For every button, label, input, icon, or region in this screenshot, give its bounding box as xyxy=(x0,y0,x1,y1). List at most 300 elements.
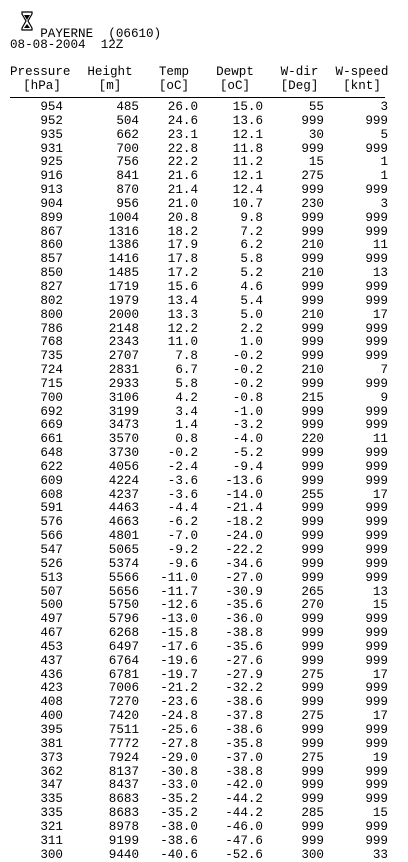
cell-pressure: 904 xyxy=(40,196,63,211)
cell-height: 2343 xyxy=(108,335,139,350)
col-wdir-name: W-dir xyxy=(280,65,319,79)
cell-pressure: 381 xyxy=(40,736,63,751)
cell-wspeed: 19 xyxy=(372,750,388,765)
cell-height: 3106 xyxy=(108,390,139,405)
cell-dewpt: -30.9 xyxy=(225,584,263,599)
cell-height: 7420 xyxy=(108,709,139,724)
cell-dewpt: -0.8 xyxy=(232,390,263,405)
table-row xyxy=(10,627,402,641)
cell-height: 8978 xyxy=(108,819,139,834)
cell-pressure: 497 xyxy=(40,612,63,627)
table-row xyxy=(10,212,402,226)
cell-temp: 17.8 xyxy=(167,252,198,267)
cell-pressure: 860 xyxy=(40,238,63,253)
cell-dewpt: -36.0 xyxy=(225,612,263,627)
cell-dewpt: -22.2 xyxy=(225,543,263,557)
cell-wspeed: 999 xyxy=(365,764,388,779)
cell-wspeed: 999 xyxy=(365,141,388,156)
table-row xyxy=(10,724,402,738)
table-row xyxy=(10,489,402,503)
cell-dewpt: -37.8 xyxy=(225,709,263,724)
cell-temp: 17.9 xyxy=(167,238,198,253)
cell-dewpt: -38.8 xyxy=(225,626,263,641)
cell-wdir: 30 xyxy=(308,127,324,142)
cell-temp: -2.4 xyxy=(167,459,198,474)
cell-wdir: 999 xyxy=(301,556,324,571)
table-row xyxy=(10,253,402,267)
table-row xyxy=(10,406,402,420)
cell-height: 2707 xyxy=(108,349,139,364)
cell-wdir: 999 xyxy=(301,626,324,641)
cell-height: 700 xyxy=(116,141,139,156)
col-wspeed-unit: [knt] xyxy=(343,79,381,93)
cell-height: 5566 xyxy=(108,570,139,585)
cell-wspeed: 15 xyxy=(372,598,388,613)
cell-temp: 17.2 xyxy=(167,266,198,281)
cell-wdir: 999 xyxy=(301,446,324,461)
cell-wdir: 999 xyxy=(301,792,324,807)
cell-height: 6497 xyxy=(108,639,139,654)
cell-dewpt: -0.2 xyxy=(232,363,263,378)
table-row xyxy=(10,156,402,170)
cell-pressure: 768 xyxy=(40,335,63,350)
cell-wdir: 275 xyxy=(301,169,324,184)
cell-pressure: 786 xyxy=(40,321,63,336)
cell-wspeed: 999 xyxy=(365,183,388,198)
cell-dewpt: 12.1 xyxy=(232,127,263,142)
col-wspeed-name: W-speed xyxy=(335,65,389,79)
cell-temp: -7.0 xyxy=(167,529,198,544)
cell-wdir: 999 xyxy=(301,639,324,654)
cell-wspeed: 999 xyxy=(365,681,388,696)
table-row xyxy=(10,558,402,572)
cell-dewpt: -14.0 xyxy=(225,487,263,502)
cell-pressure: 899 xyxy=(40,210,63,225)
cell-wdir: 999 xyxy=(301,404,324,419)
table-row xyxy=(10,226,402,240)
cell-pressure: 913 xyxy=(40,183,63,198)
table-row xyxy=(10,378,402,392)
cell-temp: -6.2 xyxy=(167,515,198,530)
cell-pressure: 857 xyxy=(40,252,63,267)
cell-wdir: 210 xyxy=(301,363,324,378)
cell-height: 1719 xyxy=(108,279,139,294)
table-row xyxy=(10,752,402,766)
cell-wdir: 265 xyxy=(301,584,324,599)
cell-pressure: 507 xyxy=(40,584,63,599)
cell-wspeed: 999 xyxy=(365,404,388,419)
table-row xyxy=(10,170,402,184)
cell-height: 4663 xyxy=(108,515,139,530)
cell-dewpt: 5.2 xyxy=(240,266,263,281)
table-row xyxy=(10,143,402,157)
cell-pressure: 735 xyxy=(40,349,63,364)
col-height-unit: [m] xyxy=(98,79,122,93)
cell-dewpt: -27.6 xyxy=(225,653,263,668)
cell-temp: 22.8 xyxy=(167,141,198,156)
cell-temp: -23.6 xyxy=(160,695,198,710)
cell-wspeed: 999 xyxy=(365,819,388,834)
cell-wspeed: 999 xyxy=(365,473,388,488)
cell-temp: -30.8 xyxy=(160,764,198,779)
table-header xyxy=(10,65,402,98)
cell-dewpt: -32.2 xyxy=(225,681,263,696)
cell-wdir: 999 xyxy=(301,183,324,198)
cell-wspeed: 999 xyxy=(365,833,388,848)
cell-temp: 18.2 xyxy=(167,224,198,239)
cell-wspeed: 7 xyxy=(380,363,388,378)
cell-temp: -9.2 xyxy=(167,543,198,557)
cell-dewpt: -34.6 xyxy=(225,556,263,571)
cell-temp: -35.2 xyxy=(160,806,198,821)
cell-dewpt: -3.2 xyxy=(232,418,263,433)
column-names-row xyxy=(10,65,402,79)
cell-pressure: 436 xyxy=(40,667,63,682)
cell-pressure: 591 xyxy=(40,501,63,516)
cell-temp: 21.4 xyxy=(167,183,198,198)
cell-wdir: 999 xyxy=(301,293,324,308)
table-row xyxy=(10,849,402,862)
cell-height: 4801 xyxy=(108,529,139,544)
cell-dewpt: -5.2 xyxy=(232,446,263,461)
cell-wdir: 999 xyxy=(301,778,324,793)
cell-wdir: 999 xyxy=(301,501,324,516)
cell-temp: -15.8 xyxy=(160,626,198,641)
cell-temp: -29.0 xyxy=(160,750,198,765)
cell-wspeed: 999 xyxy=(365,515,388,530)
table-row xyxy=(10,586,402,600)
cell-temp: 21.0 xyxy=(167,196,198,211)
cell-dewpt: 13.6 xyxy=(232,113,263,128)
cell-wspeed: 999 xyxy=(365,293,388,308)
cell-wspeed: 999 xyxy=(365,529,388,544)
cell-pressure: 311 xyxy=(40,833,63,848)
table-row xyxy=(10,364,402,378)
cell-wdir: 999 xyxy=(301,515,324,530)
cell-dewpt: -24.0 xyxy=(225,529,263,544)
cell-dewpt: 9.8 xyxy=(240,210,263,225)
table-row xyxy=(10,129,402,143)
cell-height: 7270 xyxy=(108,695,139,710)
table-row xyxy=(10,807,402,821)
cell-temp: -21.2 xyxy=(160,681,198,696)
table-row xyxy=(10,572,402,586)
table-row xyxy=(10,239,402,253)
cell-wspeed: 17 xyxy=(372,667,388,682)
cell-wspeed: 999 xyxy=(365,224,388,239)
cell-temp: -17.6 xyxy=(160,639,198,654)
cell-pressure: 453 xyxy=(40,639,63,654)
cell-height: 5750 xyxy=(108,598,139,613)
cell-dewpt: 11.8 xyxy=(232,141,263,156)
cell-dewpt: -52.6 xyxy=(225,847,263,862)
cell-wspeed: 33 xyxy=(372,847,388,862)
cell-temp: 22.2 xyxy=(167,155,198,170)
cell-pressure: 931 xyxy=(40,141,63,156)
cell-wspeed: 5 xyxy=(380,127,388,142)
cell-height: 2831 xyxy=(108,363,139,378)
cell-temp: 24.6 xyxy=(167,113,198,128)
cell-temp: 4.2 xyxy=(175,390,198,405)
cell-wdir: 15 xyxy=(308,155,324,170)
cell-wdir: 999 xyxy=(301,113,324,128)
cell-wspeed: 9 xyxy=(380,390,388,405)
cell-dewpt: 1.0 xyxy=(240,335,263,350)
cell-pressure: 408 xyxy=(40,695,63,710)
cell-height: 4237 xyxy=(108,487,139,502)
cell-temp: 0.8 xyxy=(175,432,198,447)
cell-wdir: 999 xyxy=(301,418,324,433)
cell-height: 8437 xyxy=(108,778,139,793)
cell-wspeed: 999 xyxy=(365,252,388,267)
cell-pressure: 622 xyxy=(40,459,63,474)
table-row xyxy=(10,710,402,724)
cell-wspeed: 999 xyxy=(365,778,388,793)
cell-wspeed: 999 xyxy=(365,792,388,807)
cell-wdir: 999 xyxy=(301,529,324,544)
cell-pressure: 827 xyxy=(40,279,63,294)
cell-pressure: 648 xyxy=(40,446,63,461)
sounding-report xyxy=(10,10,402,862)
cell-height: 9199 xyxy=(108,833,139,848)
cell-height: 9440 xyxy=(108,847,139,862)
cell-height: 8683 xyxy=(108,792,139,807)
cell-wdir: 210 xyxy=(301,266,324,281)
cell-pressure: 800 xyxy=(40,307,63,322)
cell-pressure: 400 xyxy=(40,709,63,724)
cell-temp: -40.6 xyxy=(160,847,198,862)
cell-dewpt: -0.2 xyxy=(232,349,263,364)
cell-temp: -24.8 xyxy=(160,709,198,724)
cell-wdir: 55 xyxy=(308,100,324,114)
cell-pressure: 661 xyxy=(40,432,63,447)
cell-temp: -33.0 xyxy=(160,778,198,793)
cell-wdir: 999 xyxy=(301,252,324,267)
cell-wdir: 999 xyxy=(301,473,324,488)
cell-height: 756 xyxy=(116,155,139,170)
cell-dewpt: -37.0 xyxy=(225,750,263,765)
table-row xyxy=(10,115,402,129)
cell-pressure: 437 xyxy=(40,653,63,668)
table-row xyxy=(10,267,402,281)
cell-height: 3473 xyxy=(108,418,139,433)
col-pressure-name: Pressure xyxy=(10,65,71,79)
cell-height: 5374 xyxy=(108,556,139,571)
cell-pressure: 300 xyxy=(40,847,63,862)
cell-wdir: 220 xyxy=(301,432,324,447)
cell-height: 4056 xyxy=(108,459,139,474)
cell-height: 870 xyxy=(116,183,139,198)
cell-temp: 6.7 xyxy=(175,363,198,378)
cell-height: 7511 xyxy=(108,722,139,737)
cell-pressure: 576 xyxy=(40,515,63,530)
cell-dewpt: -13.6 xyxy=(225,473,263,488)
cell-temp: -19.7 xyxy=(160,667,198,682)
cell-wspeed: 3 xyxy=(380,196,388,211)
cell-pressure: 715 xyxy=(40,376,63,391)
table-row xyxy=(10,502,402,516)
col-dewpt-name: Dewpt xyxy=(216,65,254,79)
cell-wspeed: 15 xyxy=(372,806,388,821)
cell-temp: -27.8 xyxy=(160,736,198,751)
cell-height: 841 xyxy=(116,169,139,184)
cell-dewpt: -27.9 xyxy=(225,667,263,682)
cell-wspeed: 999 xyxy=(365,418,388,433)
station-name: PAYERNE xyxy=(40,27,94,41)
cell-wdir: 275 xyxy=(301,667,324,682)
cell-wdir: 999 xyxy=(301,210,324,225)
header-divider xyxy=(10,97,385,98)
cell-dewpt: -0.2 xyxy=(232,376,263,391)
cell-wspeed: 999 xyxy=(365,639,388,654)
cell-temp: 7.8 xyxy=(175,349,198,364)
cell-wspeed: 999 xyxy=(365,556,388,571)
cell-dewpt: -18.2 xyxy=(225,515,263,530)
cell-pressure: 925 xyxy=(40,155,63,170)
cell-dewpt: -47.6 xyxy=(225,833,263,848)
table-row xyxy=(10,821,402,835)
table-row xyxy=(10,350,402,364)
sounding-table-body xyxy=(10,101,402,862)
cell-pressure: 335 xyxy=(40,806,63,821)
cell-wspeed: 13 xyxy=(372,266,388,281)
cell-wdir: 999 xyxy=(301,681,324,696)
cell-height: 956 xyxy=(116,196,139,211)
cell-height: 2148 xyxy=(108,321,139,336)
cell-wspeed: 17 xyxy=(372,487,388,502)
cell-wdir: 999 xyxy=(301,376,324,391)
cell-temp: -13.0 xyxy=(160,612,198,627)
cell-wdir: 999 xyxy=(301,349,324,364)
cell-pressure: 692 xyxy=(40,404,63,419)
table-row xyxy=(10,696,402,710)
cell-wdir: 285 xyxy=(301,806,324,821)
cell-dewpt: -38.6 xyxy=(225,722,263,737)
col-wdir-unit: [Deg] xyxy=(280,79,319,93)
cell-wspeed: 999 xyxy=(365,210,388,225)
cell-temp: 21.6 xyxy=(167,169,198,184)
cell-wdir: 215 xyxy=(301,390,324,405)
cell-dewpt: -35.6 xyxy=(225,598,263,613)
cell-wspeed: 999 xyxy=(365,446,388,461)
table-row xyxy=(10,738,402,752)
cell-temp: -38.0 xyxy=(160,819,198,834)
cell-dewpt: 4.6 xyxy=(240,279,263,294)
cell-wspeed: 999 xyxy=(365,695,388,710)
cell-height: 1485 xyxy=(108,266,139,281)
table-row xyxy=(10,599,402,613)
cell-height: 485 xyxy=(116,100,139,114)
cell-dewpt: -21.4 xyxy=(225,501,263,516)
cell-wspeed: 11 xyxy=(372,432,388,447)
cell-temp: -11.0 xyxy=(160,570,198,585)
cell-wspeed: 999 xyxy=(365,321,388,336)
cell-wdir: 999 xyxy=(301,279,324,294)
cell-height: 1386 xyxy=(108,238,139,253)
cell-pressure: 669 xyxy=(40,418,63,433)
cell-dewpt: 5.4 xyxy=(240,293,263,308)
cell-wspeed: 1 xyxy=(380,155,388,170)
cell-height: 8137 xyxy=(108,764,139,779)
table-row xyxy=(10,779,402,793)
cell-temp: -3.6 xyxy=(167,487,198,502)
cell-pressure: 724 xyxy=(40,363,63,378)
cell-wdir: 999 xyxy=(301,570,324,585)
cell-wdir: 999 xyxy=(301,335,324,350)
cell-wdir: 999 xyxy=(301,722,324,737)
cell-temp: 5.8 xyxy=(175,376,198,391)
cell-temp: -0.2 xyxy=(167,446,198,461)
cell-height: 1316 xyxy=(108,224,139,239)
cell-wspeed: 999 xyxy=(365,570,388,585)
cell-dewpt: 5.0 xyxy=(240,307,263,322)
cell-height: 6781 xyxy=(108,667,139,682)
cell-pressure: 395 xyxy=(40,722,63,737)
cell-wdir: 300 xyxy=(301,847,324,862)
cell-wspeed: 999 xyxy=(365,376,388,391)
cell-pressure: 700 xyxy=(40,390,63,405)
cell-dewpt: -27.0 xyxy=(225,570,263,585)
table-row xyxy=(10,433,402,447)
table-row xyxy=(10,655,402,669)
cell-height: 1979 xyxy=(108,293,139,308)
cell-temp: -11.7 xyxy=(160,584,198,599)
cell-pressure: 513 xyxy=(40,570,63,585)
table-row xyxy=(10,392,402,406)
cell-dewpt: -35.6 xyxy=(225,639,263,654)
table-row xyxy=(10,530,402,544)
cell-pressure: 423 xyxy=(40,681,63,696)
table-row xyxy=(10,669,402,683)
col-height-name: Height xyxy=(87,65,133,79)
cell-dewpt: 12.1 xyxy=(232,169,263,184)
table-row xyxy=(10,682,402,696)
cell-wdir: 999 xyxy=(301,459,324,474)
cell-wspeed: 3 xyxy=(380,100,388,114)
cell-temp: 23.1 xyxy=(167,127,198,142)
cell-pressure: 916 xyxy=(40,169,63,184)
cell-pressure: 954 xyxy=(40,100,63,114)
table-row xyxy=(10,475,402,489)
cell-pressure: 467 xyxy=(40,626,63,641)
cell-wdir: 999 xyxy=(301,653,324,668)
cell-height: 1416 xyxy=(108,252,139,267)
col-temp-name: Temp xyxy=(158,65,190,79)
cell-pressure: 321 xyxy=(40,819,63,834)
cell-wspeed: 999 xyxy=(365,653,388,668)
cell-temp: -25.6 xyxy=(160,722,198,737)
cell-pressure: 500 xyxy=(40,598,63,613)
cell-wspeed: 11 xyxy=(372,238,388,253)
cell-wdir: 210 xyxy=(301,307,324,322)
cell-temp: 15.6 xyxy=(167,279,198,294)
cell-temp: -38.6 xyxy=(160,833,198,848)
cell-wspeed: 999 xyxy=(365,349,388,364)
cell-dewpt: 6.2 xyxy=(240,238,263,253)
cell-height: 6764 xyxy=(108,653,139,668)
cell-height: 504 xyxy=(116,113,139,128)
cell-dewpt: -46.0 xyxy=(225,819,263,834)
hourglass-cursor-icon xyxy=(21,11,33,31)
cell-temp: 11.0 xyxy=(167,335,198,350)
cell-pressure: 347 xyxy=(40,778,63,793)
cell-dewpt: 15.0 xyxy=(232,100,263,114)
cell-dewpt: 2.2 xyxy=(240,321,263,336)
table-row xyxy=(10,323,402,337)
cell-dewpt: -4.0 xyxy=(232,432,263,447)
cell-wdir: 999 xyxy=(301,543,324,557)
cell-wspeed: 13 xyxy=(372,584,388,599)
